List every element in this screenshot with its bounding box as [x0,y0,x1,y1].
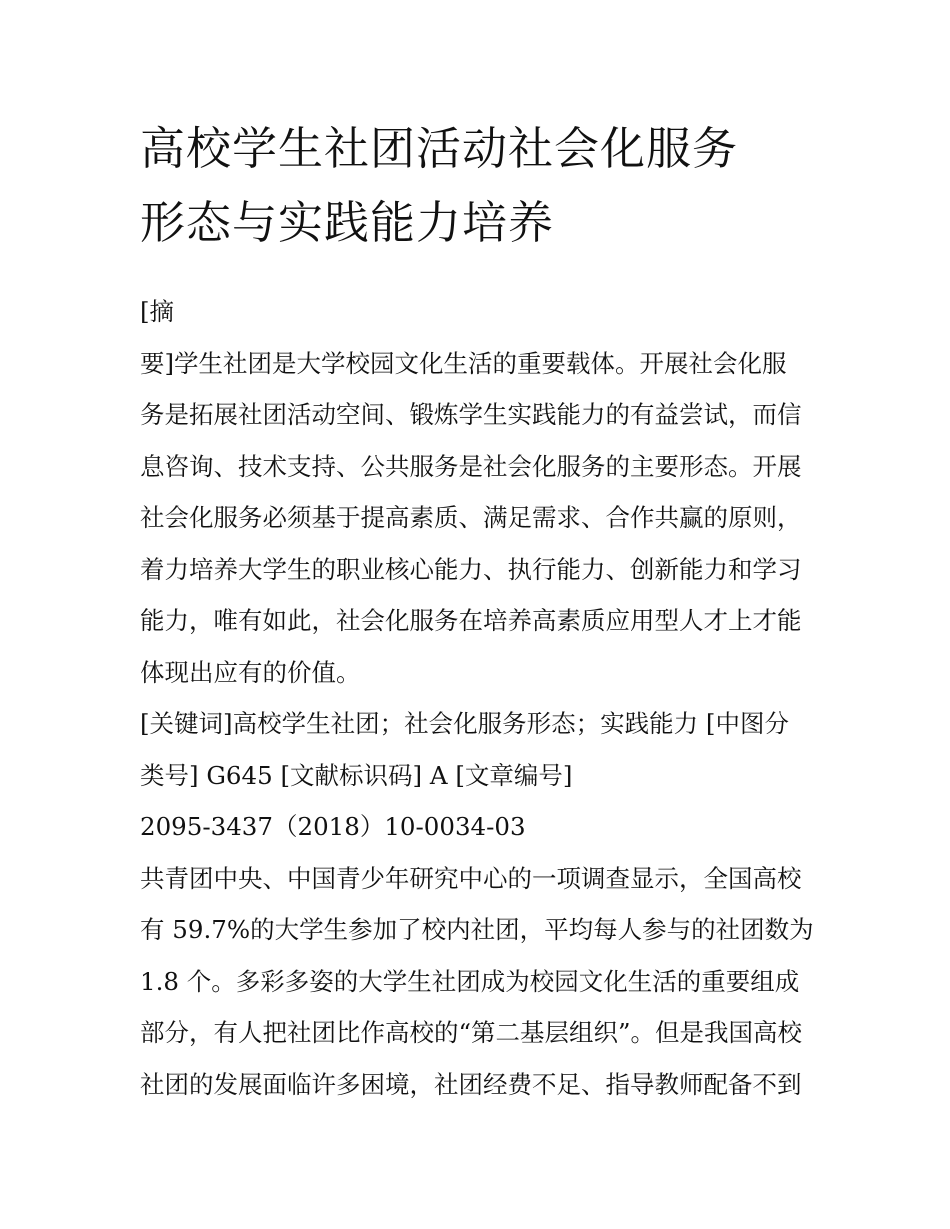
paragraph-line: 有 59.7%的大学生参加了校内社团，平均每人参与的社团数为 [140,915,814,944]
abstract-line: 着力培养大学生的职业核心能力、执行能力、创新能力和学习 [140,554,802,584]
abstract-line: 息咨询、技术支持、公共服务是社会化服务的主要形态。开展 [140,451,802,481]
abstract-line: 体现出应有的价值。 [140,657,361,687]
paragraph-line: 部分，有人把社团比作高校的“第二基层组织”。但是我国高校 [140,1018,803,1047]
paragraph-line: 社团的发展面临许多困境，社团经费不足、指导教师配备不到 [140,1069,802,1099]
abstract-line: 务是拓展社团活动空间、锻炼学生实践能力的有益尝试，而信 [140,400,802,429]
document-title [140,112,820,260]
title-line-2: 形态与实践能力培养 [140,196,555,249]
abstract-line: 要]学生社团是大学校园文化生活的重要载体。开展社会化服 [140,348,787,378]
document-content [140,112,820,1110]
abstract-line: 社会化服务必须基于提高素质、满足需求、合作共赢的原则， [140,503,802,532]
paragraph-line: 1.8 个。多彩多姿的大学生社团成为校园文化生活的重要组成 [140,966,800,996]
article-number-line: 2095-3437（2018）10-0034-03 [140,812,526,841]
keywords-line: [关键词]高校学生社团；社会化服务形态；实践能力 [中图分 [140,709,789,738]
title-line-1: 高校学生社团活动社会化服务 [140,122,739,175]
abstract-label-line: [摘 [140,297,175,326]
document-body [140,286,820,1110]
paragraph-line: 共青团中央、中国青少年研究中心的一项调查显示，全国高校 [140,863,802,893]
classification-line: 类号] G645 [文献标识码] A [文章编号] [140,760,573,790]
abstract-line: 能力，唯有如此，社会化服务在培养高素质应用型人才上才能 [140,606,802,635]
